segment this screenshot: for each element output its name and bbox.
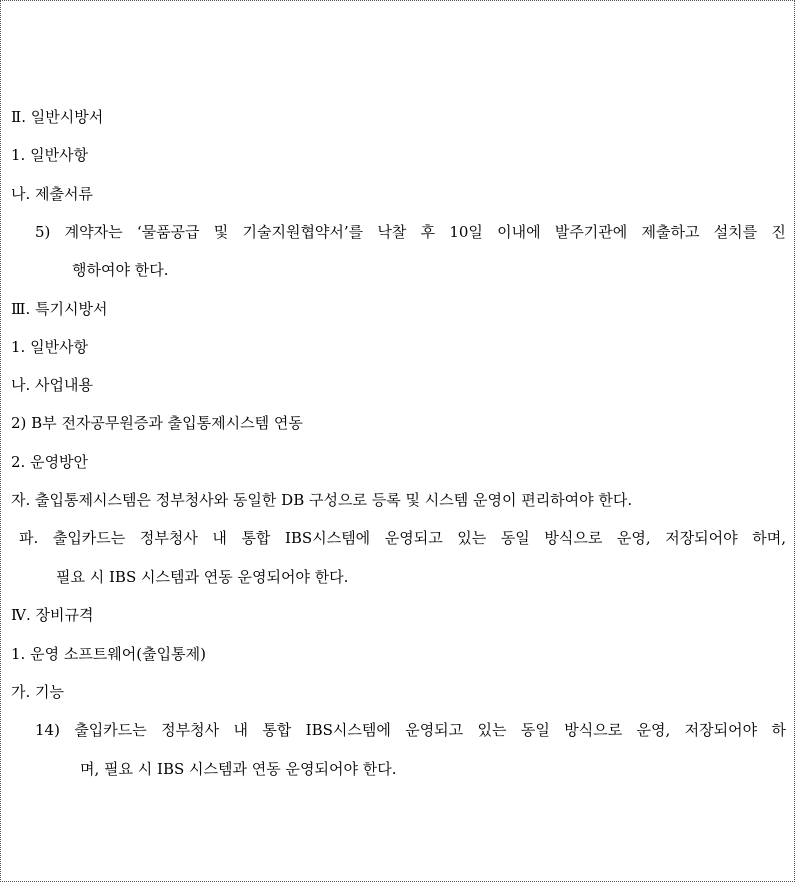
word: 있는 — [477, 721, 507, 739]
section-4-item-1: 1. 운영 소프트웨어(출입통제) — [11, 645, 206, 663]
section-2-heading: Ⅱ. 일반시방서 — [11, 108, 104, 126]
word: 낙찰 — [377, 223, 407, 241]
section-4-item-14 — [35, 720, 786, 740]
section-2-item-5-continuation: 행하여야 한다. — [72, 261, 169, 279]
word: 방식으로 — [564, 721, 623, 739]
word: 기술지원협약서’를 — [242, 223, 364, 241]
word: 방식으로 — [544, 529, 603, 547]
word: 및 — [213, 223, 229, 241]
word: 10일 — [449, 223, 483, 241]
word: 운영되고 — [405, 721, 464, 739]
word: 운영, — [616, 529, 651, 547]
section-3-subitem-pa-continuation: 필요 시 IBS 시스템과 연동 운영되어야 한다. — [56, 568, 349, 586]
word: 출입카드는 — [52, 529, 126, 547]
word: IBS시스템에 — [284, 529, 371, 547]
word: 제출하고 — [641, 223, 700, 241]
section-4-subitem-ga: 가. 기능 — [11, 683, 65, 701]
word: 동일 — [520, 721, 550, 739]
word: 하며, — [752, 529, 786, 547]
word: 운영되고 — [384, 529, 443, 547]
word: 있는 — [457, 529, 487, 547]
word: 발주기관에 — [554, 223, 628, 241]
section-3-item-1: 1. 일반사항 — [11, 338, 89, 356]
section-3-subitem-ja: 자. 출입통제시스템은 정부청사와 동일한 DB 구성으로 등록 및 시스템 운영이 편리하여야 한다. — [11, 491, 633, 509]
word: 계약자는 — [64, 223, 123, 241]
section-3-subitem-na: 나. 사업내용 — [11, 376, 93, 394]
word: 통합 — [262, 721, 292, 739]
word: 저장되어야 — [684, 721, 758, 739]
word: 통합 — [241, 529, 271, 547]
section-2-item-5 — [35, 222, 786, 242]
section-3-subitem-pa — [19, 528, 786, 548]
section-4-heading: Ⅳ. 장비규격 — [11, 606, 94, 624]
section-2-subitem-na: 나. 제출서류 — [11, 185, 93, 203]
word: 하 — [771, 721, 786, 739]
word: ‘물품공급 — [136, 223, 200, 241]
word: 동일 — [500, 529, 530, 547]
word: 14) — [35, 721, 60, 739]
word: 이내에 — [497, 223, 541, 241]
word: 내 — [212, 529, 227, 547]
section-3-heading: Ⅲ. 특기시방서 — [11, 300, 108, 318]
word: 진 — [771, 223, 786, 241]
section-3-operation-plan: 2. 운영방안 — [11, 453, 89, 471]
word: 파. — [19, 529, 39, 547]
section-3-item-2: 2) B부 전자공무원증과 출입통제시스템 연동 — [11, 414, 303, 432]
word: 정부청사 — [161, 721, 220, 739]
word: 내 — [233, 721, 248, 739]
word: 정부청사 — [139, 529, 198, 547]
word: 후 — [420, 223, 436, 241]
word: 운영, — [636, 721, 671, 739]
word: 설치를 — [713, 223, 758, 241]
section-2-item-1: 1. 일반사항 — [11, 146, 89, 164]
word: 저장되어야 — [665, 529, 738, 547]
word: 출입카드는 — [74, 721, 147, 739]
section-4-item-14-continuation: 며, 필요 시 IBS 시스템과 연동 운영되어야 한다. — [80, 760, 397, 778]
word: 5) — [35, 223, 51, 241]
word: IBS시스템에 — [305, 721, 391, 739]
